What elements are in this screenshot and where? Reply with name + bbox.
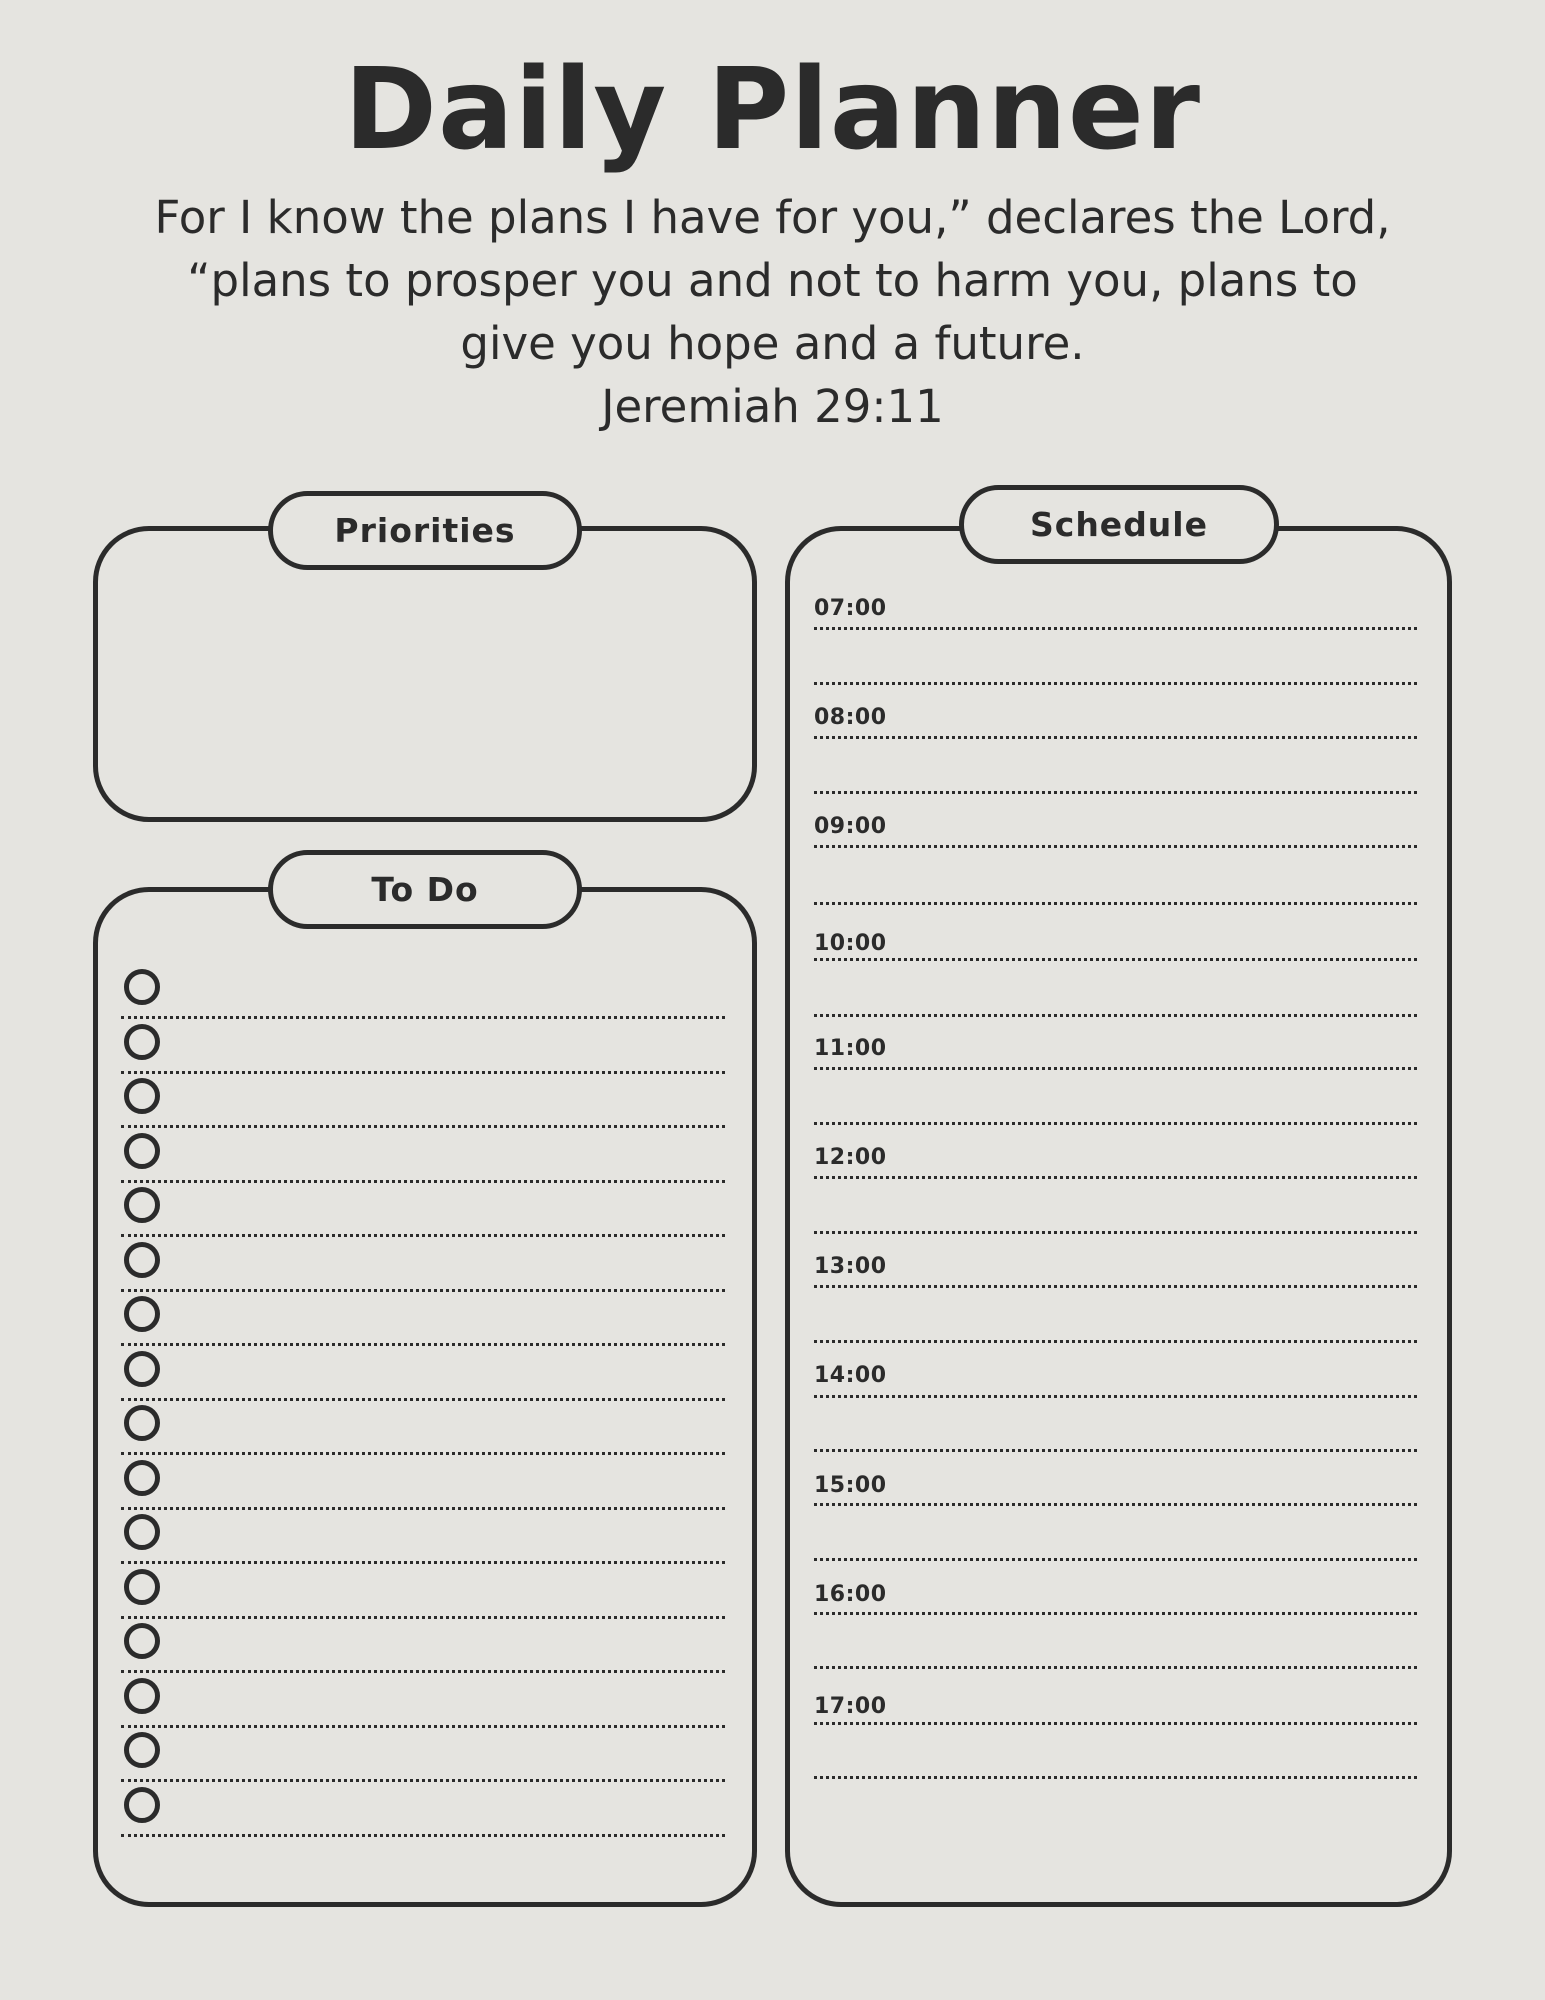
scripture-verse <box>150 186 1395 438</box>
schedule-writing-line[interactable] <box>814 736 1417 739</box>
schedule-writing-line[interactable] <box>814 958 1417 961</box>
verse-reference: Jeremiah 29:11 <box>601 380 944 433</box>
schedule-writing-line[interactable] <box>814 902 1417 905</box>
schedule-writing-line[interactable] <box>814 1176 1417 1179</box>
schedule-writing-line[interactable] <box>814 791 1417 794</box>
todo-item-row[interactable] <box>121 1510 725 1564</box>
todo-item-row[interactable] <box>121 1728 725 1782</box>
todo-checkbox[interactable] <box>124 1514 160 1550</box>
schedule-time-label: 08:00 <box>814 705 887 730</box>
schedule-writing-line[interactable] <box>814 1067 1417 1070</box>
schedule-time-label: 09:00 <box>814 814 887 839</box>
verse-line: For I know the plans I have for you,” declares the Lord, <box>154 191 1391 244</box>
schedule-writing-line[interactable] <box>814 1231 1417 1234</box>
schedule-writing-line[interactable] <box>814 1449 1417 1452</box>
schedule-writing-line[interactable] <box>814 1558 1417 1561</box>
todo-checkbox[interactable] <box>124 1133 160 1169</box>
schedule-time-label: 11:00 <box>814 1036 887 1061</box>
schedule-writing-line[interactable] <box>814 1503 1417 1506</box>
schedule-writing-line[interactable] <box>814 845 1417 848</box>
schedule-time-label: 12:00 <box>814 1145 887 1170</box>
todo-checkbox[interactable] <box>124 1623 160 1659</box>
schedule-time-label: 10:00 <box>814 931 887 956</box>
verse-line: “plans to prosper you and not to harm you, plans to <box>187 254 1358 307</box>
schedule-heading: Schedule <box>959 485 1279 564</box>
todo-checkbox[interactable] <box>124 1460 160 1496</box>
todo-item-row[interactable] <box>121 965 725 1019</box>
todo-checkbox[interactable] <box>124 969 160 1005</box>
todo-item-row[interactable] <box>121 1456 725 1510</box>
todo-item-row[interactable] <box>121 1401 725 1455</box>
todo-item-row[interactable] <box>121 1183 725 1237</box>
todo-item-row[interactable] <box>121 1238 725 1292</box>
schedule-time-label: 15:00 <box>814 1473 887 1498</box>
schedule-writing-line[interactable] <box>814 1395 1417 1398</box>
verse-line: give you hope and a future. <box>460 317 1085 370</box>
todo-checkbox[interactable] <box>124 1351 160 1387</box>
todo-heading: To Do <box>268 850 582 929</box>
todo-checkbox[interactable] <box>124 1787 160 1823</box>
schedule-time-label: 16:00 <box>814 1582 887 1607</box>
todo-item-row[interactable] <box>121 1347 725 1401</box>
todo-item-row[interactable] <box>121 1565 725 1619</box>
schedule-time-label: 17:00 <box>814 1694 887 1719</box>
priorities-heading: Priorities <box>268 491 582 570</box>
todo-checkbox[interactable] <box>124 1187 160 1223</box>
schedule-writing-line[interactable] <box>814 627 1417 630</box>
schedule-time-label: 14:00 <box>814 1363 887 1388</box>
schedule-time-label: 07:00 <box>814 596 887 621</box>
todo-checkbox[interactable] <box>124 1405 160 1441</box>
todo-item-row[interactable] <box>121 1074 725 1128</box>
todo-item-row[interactable] <box>121 1783 725 1837</box>
todo-checkbox[interactable] <box>124 1678 160 1714</box>
todo-item-row[interactable] <box>121 1020 725 1074</box>
schedule-time-label: 13:00 <box>814 1254 887 1279</box>
todo-item-row[interactable] <box>121 1292 725 1346</box>
schedule-writing-line[interactable] <box>814 1285 1417 1288</box>
schedule-writing-line[interactable] <box>814 1340 1417 1343</box>
page-title: Daily Planner <box>343 45 1202 175</box>
todo-checkbox[interactable] <box>124 1569 160 1605</box>
priorities-box[interactable] <box>93 526 757 822</box>
schedule-writing-line[interactable] <box>814 1722 1417 1725</box>
schedule-writing-line[interactable] <box>814 682 1417 685</box>
schedule-writing-line[interactable] <box>814 1612 1417 1615</box>
todo-checkbox[interactable] <box>124 1078 160 1114</box>
todo-item-row[interactable] <box>121 1674 725 1728</box>
todo-checkbox[interactable] <box>124 1296 160 1332</box>
todo-checkbox[interactable] <box>124 1732 160 1768</box>
schedule-writing-line[interactable] <box>814 1014 1417 1017</box>
schedule-writing-line[interactable] <box>814 1122 1417 1125</box>
schedule-writing-line[interactable] <box>814 1776 1417 1779</box>
todo-item-row[interactable] <box>121 1619 725 1673</box>
todo-item-row[interactable] <box>121 1129 725 1183</box>
todo-checkbox[interactable] <box>124 1024 160 1060</box>
todo-checkbox[interactable] <box>124 1242 160 1278</box>
schedule-writing-line[interactable] <box>814 1666 1417 1669</box>
